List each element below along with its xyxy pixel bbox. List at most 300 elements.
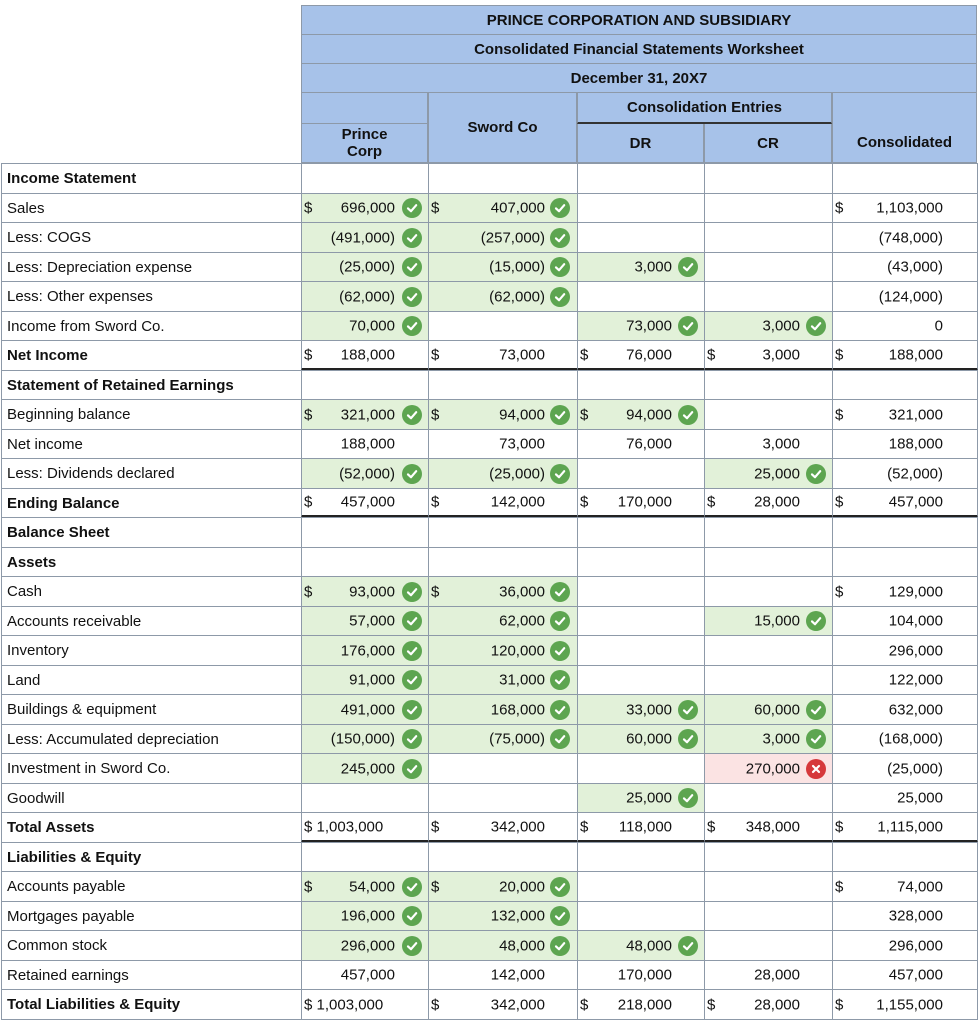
check-icon [402, 641, 422, 661]
cell-cr[interactable] [704, 163, 833, 194]
cell-prince-corp-total-liabilities-and-equity[interactable] [301, 989, 429, 1020]
cell-value: 76,000 [626, 346, 672, 363]
check-icon [678, 257, 698, 277]
worksheet-subtitle: Consolidated Financial Statements Worksheet [301, 34, 977, 64]
dollar-sign: $ [431, 346, 440, 363]
cell-prince-corp-mortgages-payable[interactable] [301, 901, 429, 931]
cell-sword-co-mortgages-payable[interactable] [428, 901, 578, 931]
row-label-total-assets: Total Assets [1, 812, 302, 843]
cell-prince-corp-net-income[interactable] [301, 340, 429, 371]
dollar-sign: $ [835, 583, 844, 600]
row-label-net-income: Net Income [1, 340, 302, 371]
cell-sword-co-less-cogs[interactable] [428, 222, 578, 253]
check-icon [550, 287, 570, 307]
cell-dr[interactable] [577, 606, 705, 636]
cell-value: (491,000) [330, 229, 395, 246]
row-label-beginning-balance: Beginning balance [1, 399, 302, 430]
dollar-sign: $ [580, 346, 589, 363]
cell-value: 348,000 [745, 818, 800, 835]
cell-value: 142,000 [490, 493, 545, 511]
row-label-land: Land [1, 665, 302, 695]
cell-consolidated-investment-in-sword-co[interactable] [832, 753, 978, 784]
cell-cr-total-assets[interactable] [704, 812, 833, 843]
cell-value: $ 1,003,000 [304, 996, 384, 1013]
cell-cr[interactable] [704, 517, 833, 548]
row-label-total-liabilities-and-equity: Total Liabilities & Equity [1, 989, 302, 1020]
cell-value: 73,000 [499, 435, 545, 453]
cell-value: 457,000 [888, 966, 943, 984]
check-icon [550, 670, 570, 690]
cell-value: 3,000 [634, 258, 672, 276]
cell-cr-buildings-and-equipment[interactable] [704, 694, 833, 725]
cell-value: (52,000) [887, 465, 943, 482]
check-icon [402, 228, 422, 248]
dollar-sign: $ [431, 493, 440, 511]
row-label-ending-balance: Ending Balance [1, 488, 302, 518]
cell-dr[interactable] [577, 635, 705, 666]
row-label-less-depreciation-expense: Less: Depreciation expense [1, 252, 302, 282]
cell-value: 54,000 [349, 878, 395, 895]
worksheet-date: December 31, 20X7 [301, 63, 977, 93]
cell-cr-investment-in-sword-co[interactable] [704, 753, 833, 784]
cell-value: 188,000 [340, 435, 395, 453]
check-icon [402, 257, 422, 277]
cell-sword-co[interactable] [428, 783, 578, 813]
cell-cr[interactable] [704, 665, 833, 695]
cell-value: 91,000 [349, 671, 395, 689]
cell-value: 3,000 [762, 346, 800, 363]
cell-value: 60,000 [754, 701, 800, 718]
cell-dr[interactable] [577, 458, 705, 489]
cell-consolidated[interactable] [832, 842, 978, 872]
error-icon [806, 759, 826, 779]
cell-value: 48,000 [499, 937, 545, 954]
dollar-sign: $ [431, 818, 440, 835]
cell-prince-corp-less-depreciation-expense[interactable] [301, 252, 429, 282]
dollar-sign: $ [835, 406, 844, 423]
cell-sword-co-less-other-expenses[interactable] [428, 281, 578, 312]
check-icon [806, 316, 826, 336]
blank-corner [0, 0, 301, 163]
cell-value: 73,000 [626, 317, 672, 335]
cell-sword-co[interactable] [428, 163, 578, 194]
dollar-sign: $ [835, 493, 844, 511]
cell-dr-total-assets[interactable] [577, 812, 705, 843]
section-statement-of-retained-earnings: Statement of Retained Earnings [1, 370, 302, 400]
cell-value: (25,000) [887, 760, 943, 777]
cell-consolidated-retained-earnings[interactable] [832, 960, 978, 990]
cell-prince-corp[interactable] [301, 783, 429, 813]
cell-value: 104,000 [888, 612, 943, 630]
cell-consolidated-less-depreciation-expense[interactable] [832, 252, 978, 282]
cell-value: (15,000) [489, 258, 545, 276]
cell-value: (52,000) [339, 465, 395, 482]
dollar-sign: $ [304, 878, 313, 895]
dollar-sign: $ [580, 818, 589, 835]
cell-value: 328,000 [888, 907, 943, 925]
cell-value: 3,000 [762, 435, 800, 453]
cell-consolidated-less-other-expenses[interactable] [832, 281, 978, 312]
cell-dr[interactable] [577, 901, 705, 931]
dollar-sign: $ [431, 878, 440, 895]
cell-value: (62,000) [339, 288, 395, 305]
cell-consolidated[interactable] [832, 547, 978, 577]
cell-cr[interactable] [704, 399, 833, 430]
cell-cr[interactable] [704, 783, 833, 813]
cell-consolidated-accounts-payable[interactable] [832, 871, 978, 902]
cell-dr[interactable] [577, 193, 705, 223]
check-icon [402, 936, 422, 956]
cell-prince-corp-inventory[interactable] [301, 635, 429, 666]
cell-value: (748,000) [878, 229, 943, 246]
cell-value: 270,000 [745, 760, 800, 777]
cell-sword-co-total-assets[interactable] [428, 812, 578, 843]
cell-value: 36,000 [499, 583, 545, 600]
cell-cr[interactable] [704, 576, 833, 607]
cell-cr[interactable] [704, 222, 833, 253]
cell-prince-corp-accounts-payable[interactable] [301, 871, 429, 902]
check-icon [806, 700, 826, 720]
cell-consolidated-goodwill[interactable] [832, 783, 978, 813]
cell-consolidated-cash[interactable] [832, 576, 978, 607]
dollar-sign: $ [835, 818, 844, 835]
check-icon [550, 641, 570, 661]
cell-prince-corp[interactable] [301, 842, 429, 872]
cell-cr[interactable] [704, 930, 833, 961]
cell-dr[interactable] [577, 517, 705, 548]
cell-prince-corp[interactable] [301, 547, 429, 577]
cell-value: 132,000 [490, 907, 545, 925]
cell-dr[interactable] [577, 576, 705, 607]
cell-dr-retained-earnings[interactable] [577, 960, 705, 990]
cell-value: 1,115,000 [877, 818, 943, 835]
cell-cr-ending-balance[interactable] [704, 488, 833, 518]
cell-value: 20,000 [499, 878, 545, 895]
cell-consolidated-inventory[interactable] [832, 635, 978, 666]
cell-sword-co-less-accumulated-depreciation[interactable] [428, 724, 578, 754]
dollar-sign: $ [707, 493, 716, 511]
cell-value: 28,000 [754, 493, 800, 511]
cell-value: (25,000) [339, 258, 395, 276]
cell-consolidated-net-income[interactable] [832, 340, 978, 371]
cell-cr[interactable] [704, 252, 833, 282]
cell-value: 120,000 [490, 642, 545, 659]
cell-dr[interactable] [577, 163, 705, 194]
cell-cr[interactable] [704, 547, 833, 577]
check-icon [402, 198, 422, 218]
cell-dr-buildings-and-equipment[interactable] [577, 694, 705, 725]
cell-value: 188,000 [888, 346, 943, 363]
cell-value: 342,000 [490, 818, 545, 835]
check-icon [402, 759, 422, 779]
dollar-sign: $ [431, 583, 440, 600]
cell-dr-less-depreciation-expense[interactable] [577, 252, 705, 282]
cell-cr-less-dividends-declared[interactable] [704, 458, 833, 489]
cell-consolidated-less-accumulated-depreciation[interactable] [832, 724, 978, 754]
cell-cr-net-income[interactable] [704, 429, 833, 459]
cell-value: (124,000) [878, 288, 943, 305]
cell-consolidated[interactable] [832, 163, 978, 194]
cell-value: 296,000 [888, 937, 943, 954]
check-icon [678, 316, 698, 336]
cell-prince-corp-beginning-balance[interactable] [301, 399, 429, 430]
cell-consolidated-common-stock[interactable] [832, 930, 978, 961]
consolidation-entries-header: Consolidation Entries [577, 92, 832, 124]
cell-prince-corp-net-income[interactable] [301, 429, 429, 459]
cell-dr-less-accumulated-depreciation[interactable] [577, 724, 705, 754]
cell-value: 0 [934, 317, 943, 335]
cell-value: (257,000) [480, 229, 545, 246]
cell-sword-co-retained-earnings[interactable] [428, 960, 578, 990]
cell-cr[interactable] [704, 193, 833, 223]
cell-value: 3,000 [762, 730, 800, 748]
cell-prince-corp-land[interactable] [301, 665, 429, 695]
cell-prince-corp-less-accumulated-depreciation[interactable] [301, 724, 429, 754]
dollar-sign: $ [707, 996, 716, 1013]
cell-consolidated-less-dividends-declared[interactable] [832, 458, 978, 489]
cell-cr-net-income[interactable] [704, 340, 833, 371]
cell-sword-co-accounts-receivable[interactable] [428, 606, 578, 636]
cell-dr[interactable] [577, 753, 705, 784]
cell-cr-retained-earnings[interactable] [704, 960, 833, 990]
cell-cr-income-from-sword-co[interactable] [704, 311, 833, 341]
cell-value: 33,000 [626, 701, 672, 718]
cell-value: 176,000 [340, 642, 395, 659]
cell-value: 70,000 [349, 317, 395, 335]
cell-prince-corp-less-cogs[interactable] [301, 222, 429, 253]
check-icon [550, 877, 570, 897]
dollar-sign: $ [431, 199, 440, 217]
row-label-inventory: Inventory [1, 635, 302, 666]
cell-sword-co-buildings-and-equipment[interactable] [428, 694, 578, 725]
cell-prince-corp-common-stock[interactable] [301, 930, 429, 961]
check-icon [550, 257, 570, 277]
cell-prince-corp-cash[interactable] [301, 576, 429, 607]
cell-cr[interactable] [704, 281, 833, 312]
cell-dr[interactable] [577, 547, 705, 577]
dollar-sign: $ [580, 493, 589, 511]
dollar-sign: $ [304, 199, 313, 217]
cell-value: 94,000 [626, 406, 672, 423]
cell-cr[interactable] [704, 871, 833, 902]
cell-value: 321,000 [888, 406, 943, 423]
row-label-accounts-payable: Accounts payable [1, 871, 302, 902]
check-icon [678, 405, 698, 425]
cell-dr-net-income[interactable] [577, 340, 705, 371]
cell-sword-co-less-depreciation-expense[interactable] [428, 252, 578, 282]
cell-sword-co[interactable] [428, 753, 578, 784]
check-icon [402, 906, 422, 926]
column-header-consolidated: Consolidated [832, 92, 977, 163]
dollar-sign: $ [835, 996, 844, 1013]
cell-prince-corp-less-dividends-declared[interactable] [301, 458, 429, 489]
cell-dr[interactable] [577, 665, 705, 695]
check-icon [402, 729, 422, 749]
dollar-sign: $ [835, 878, 844, 895]
cell-cr-less-accumulated-depreciation[interactable] [704, 724, 833, 754]
cell-dr-common-stock[interactable] [577, 930, 705, 961]
cell-value: 188,000 [888, 435, 943, 453]
cell-prince-corp-investment-in-sword-co[interactable] [301, 753, 429, 784]
cell-prince-corp-ending-balance[interactable] [301, 488, 429, 518]
cell-sword-co-ending-balance[interactable] [428, 488, 578, 518]
cell-cr[interactable] [704, 842, 833, 872]
cell-cr[interactable] [704, 901, 833, 931]
check-icon [806, 464, 826, 484]
cell-value: (150,000) [330, 730, 395, 748]
cell-sword-co[interactable] [428, 547, 578, 577]
cell-sword-co[interactable] [428, 370, 578, 400]
cell-cr-total-liabilities-and-equity[interactable] [704, 989, 833, 1020]
cell-dr-income-from-sword-co[interactable] [577, 311, 705, 341]
cell-sword-co-less-dividends-declared[interactable] [428, 458, 578, 489]
cell-value: 342,000 [490, 996, 545, 1013]
check-icon [550, 198, 570, 218]
cell-value: 25,000 [754, 465, 800, 482]
cell-sword-co-sales[interactable] [428, 193, 578, 223]
cell-consolidated-income-from-sword-co[interactable] [832, 311, 978, 341]
cell-dr[interactable] [577, 222, 705, 253]
cell-consolidated-ending-balance[interactable] [832, 488, 978, 518]
check-icon [550, 582, 570, 602]
cell-sword-co-inventory[interactable] [428, 635, 578, 666]
cell-value: 1,103,000 [876, 199, 943, 217]
cell-value: 457,000 [888, 493, 943, 511]
check-icon [678, 788, 698, 808]
check-icon [550, 405, 570, 425]
cell-consolidated[interactable] [832, 370, 978, 400]
cell-value: 170,000 [617, 966, 672, 984]
cell-sword-co-beginning-balance[interactable] [428, 399, 578, 430]
check-icon [402, 611, 422, 631]
cell-cr-accounts-receivable[interactable] [704, 606, 833, 636]
cell-dr[interactable] [577, 370, 705, 400]
cell-consolidated-less-cogs[interactable] [832, 222, 978, 253]
cell-value: 1,155,000 [876, 996, 943, 1013]
cell-dr[interactable] [577, 281, 705, 312]
row-label-cash: Cash [1, 576, 302, 607]
cell-value: 94,000 [499, 406, 545, 423]
row-label-net-income: Net income [1, 429, 302, 459]
dollar-sign: $ [835, 199, 844, 217]
cell-prince-corp[interactable] [301, 163, 429, 194]
section-assets: Assets [1, 547, 302, 577]
cell-consolidated-beginning-balance[interactable] [832, 399, 978, 430]
cell-dr[interactable] [577, 842, 705, 872]
cell-sword-co-common-stock[interactable] [428, 930, 578, 961]
row-label-accounts-receivable: Accounts receivable [1, 606, 302, 636]
header-blank-prince [301, 92, 428, 124]
row-label-less-cogs: Less: COGS [1, 222, 302, 253]
cell-sword-co-accounts-payable[interactable] [428, 871, 578, 902]
cell-cr[interactable] [704, 635, 833, 666]
check-icon [402, 464, 422, 484]
cell-sword-co-net-income[interactable] [428, 340, 578, 371]
cell-consolidated-net-income[interactable] [832, 429, 978, 459]
cell-prince-corp-income-from-sword-co[interactable] [301, 311, 429, 341]
dollar-sign: $ [580, 996, 589, 1013]
cell-consolidated-buildings-and-equipment[interactable] [832, 694, 978, 725]
check-icon [550, 936, 570, 956]
cell-value: 48,000 [626, 937, 672, 954]
cell-sword-co[interactable] [428, 311, 578, 341]
cell-dr-ending-balance[interactable] [577, 488, 705, 518]
cell-sword-co[interactable] [428, 517, 578, 548]
cell-value: (168,000) [878, 730, 943, 748]
cell-dr-net-income[interactable] [577, 429, 705, 459]
cell-value: 170,000 [617, 493, 672, 511]
cell-sword-co-cash[interactable] [428, 576, 578, 607]
cell-value: 31,000 [499, 671, 545, 689]
cell-sword-co-net-income[interactable] [428, 429, 578, 459]
cell-prince-corp-accounts-receivable[interactable] [301, 606, 429, 636]
cell-sword-co-land[interactable] [428, 665, 578, 695]
cell-value: 296,000 [340, 937, 395, 954]
cell-value: (62,000) [489, 288, 545, 305]
dollar-sign: $ [431, 406, 440, 423]
cell-prince-corp-buildings-and-equipment[interactable] [301, 694, 429, 725]
cell-prince-corp-total-assets[interactable] [301, 812, 429, 843]
column-header-prince-corp: Prince Corp [301, 123, 428, 163]
cell-consolidated-total-assets[interactable] [832, 812, 978, 843]
cell-value: 28,000 [754, 996, 800, 1013]
cell-dr-total-liabilities-and-equity[interactable] [577, 989, 705, 1020]
check-icon [402, 700, 422, 720]
cell-consolidated[interactable] [832, 517, 978, 548]
cell-consolidated-sales[interactable] [832, 193, 978, 223]
cell-value: 73,000 [499, 346, 545, 363]
cell-prince-corp-retained-earnings[interactable] [301, 960, 429, 990]
cell-consolidated-total-liabilities-and-equity[interactable] [832, 989, 978, 1020]
check-icon [402, 316, 422, 336]
check-icon [402, 877, 422, 897]
check-icon [550, 729, 570, 749]
cell-sword-co[interactable] [428, 842, 578, 872]
cell-value: 15,000 [754, 612, 800, 630]
cell-dr-beginning-balance[interactable] [577, 399, 705, 430]
check-icon [402, 670, 422, 690]
cell-value: 407,000 [490, 199, 545, 217]
cell-value: 457,000 [340, 966, 395, 984]
row-label-income-from-sword-co: Income from Sword Co. [1, 311, 302, 341]
cell-prince-corp[interactable] [301, 517, 429, 548]
row-label-less-other-expenses: Less: Other expenses [1, 281, 302, 312]
dollar-sign: $ [304, 346, 313, 363]
row-label-retained-earnings: Retained earnings [1, 960, 302, 990]
cell-dr[interactable] [577, 871, 705, 902]
check-icon [550, 700, 570, 720]
cell-cr[interactable] [704, 370, 833, 400]
cell-consolidated-land[interactable] [832, 665, 978, 695]
section-balance-sheet: Balance Sheet [1, 517, 302, 548]
cell-dr-goodwill[interactable] [577, 783, 705, 813]
dollar-sign: $ [304, 493, 313, 511]
section-income-statement: Income Statement [1, 163, 302, 194]
dollar-sign: $ [835, 346, 844, 363]
cell-consolidated-accounts-receivable[interactable] [832, 606, 978, 636]
dollar-sign: $ [580, 406, 589, 423]
check-icon [806, 611, 826, 631]
cell-value: $ 1,003,000 [304, 818, 384, 835]
cell-prince-corp-less-other-expenses[interactable] [301, 281, 429, 312]
cell-value: 25,000 [626, 789, 672, 807]
cell-sword-co-total-liabilities-and-equity[interactable] [428, 989, 578, 1020]
cell-value: 118,000 [618, 818, 672, 835]
cell-value: 93,000 [349, 583, 395, 600]
cell-prince-corp-sales[interactable] [301, 193, 429, 223]
cell-prince-corp[interactable] [301, 370, 429, 400]
cell-consolidated-mortgages-payable[interactable] [832, 901, 978, 931]
